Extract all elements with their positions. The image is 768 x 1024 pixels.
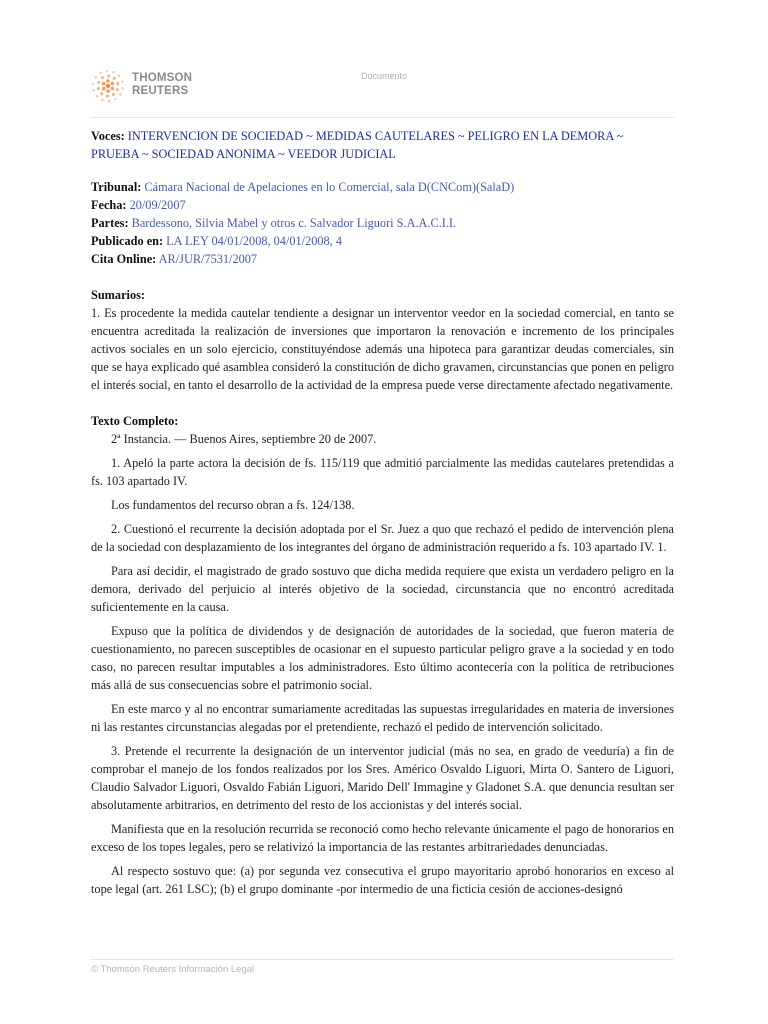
texto-completo-section bbox=[91, 412, 674, 898]
sumarios-title: Sumarios: bbox=[91, 288, 145, 302]
logo-dot bbox=[122, 87, 124, 89]
meta-partes bbox=[91, 214, 674, 232]
text-paragraph: Manifiesta que en la resolución recurrida se reconoció como hecho relevante únicamente el pago de honorarios en exceso de los topes legales, pero se relativizó la importancia de las restantes arbitrariedades denunciadas. bbox=[91, 822, 674, 854]
meta-label: Publicado en: bbox=[91, 234, 164, 248]
header-divider bbox=[90, 117, 674, 118]
meta-tribunal bbox=[91, 178, 674, 196]
text-paragraph: 2ª Instancia. — Buenos Aires, septiembre 20 de 2007. bbox=[111, 432, 377, 446]
meta-label: Cita Online: bbox=[91, 252, 157, 266]
meta-value[interactable]: LA LEY 04/01/2008, 04/01/2008, 4 bbox=[166, 234, 342, 248]
logo-dot bbox=[106, 94, 109, 97]
meta-publicado bbox=[91, 232, 674, 250]
logo-dot bbox=[112, 93, 115, 96]
text-paragraph: Para así decidir, el magistrado de grado sostuvo que dicha medida requiere que exista un verdadero peligro en la demora, derivado del perjuicio al interés objetivo de la sociedad, circunstancia que no encontró acreditada suficientemente en la causa. bbox=[91, 564, 674, 614]
text-paragraph: Al respecto sostuvo que: (a) por segunda vez consecutiva el grupo mayoritario aprobó honorarios en exceso al tope legal (art. 261 LSC); (b) el grupo dominante -por intermedio de una ficticia cesión de acciones-designó bbox=[91, 864, 674, 896]
document-header bbox=[0, 0, 768, 120]
meta-label: Tribunal: bbox=[91, 180, 142, 194]
text-paragraph: 3. Pretende el recurrente la designación de un interventor judicial (más no sea, en grado de veeduría) a fin de comprobar el manejo de los fondos realizados por los Sres. Américo Osvaldo Liguori, Mirta O. Santero de Liguori, Claudio Salvador Liguori, Osvaldo Fabián Liguori, Marido Dell' Immagine y Gladonet S.A. que denuncia resultan ser absolutamente arbitrarios, en detrimento del resto de los accionistas y del interés social. bbox=[91, 744, 674, 812]
document-label: Documento bbox=[360, 71, 408, 81]
logo-dot bbox=[92, 83, 94, 85]
meta-fecha bbox=[91, 196, 674, 214]
texto-completo-title: Texto Completo: bbox=[91, 414, 179, 428]
metadata-block bbox=[91, 178, 674, 268]
meta-value[interactable]: Cámara Nacional de Apelaciones en lo Comercial, sala D(CNCom)(SalaD) bbox=[144, 180, 515, 194]
logo-dot bbox=[111, 87, 115, 91]
logo-dot bbox=[116, 88, 119, 91]
logo-dot bbox=[102, 82, 106, 86]
logo-dot bbox=[108, 100, 110, 102]
logo-dot bbox=[92, 89, 94, 91]
voces-label: Voces: bbox=[91, 129, 125, 143]
text-paragraph: Expuso que la política de dividendos y de designación de autoridades de la sociedad, que fueron materia de cuestionamiento, no parecen susceptibles de ocasionar en el supuesto particular peligro grave a la sociedad y en todo caso, no parecen resultar imputables a los administradores. Esto último acontecería con la política de retribuciones más allá de sus consecuencias sobre el patrimonio social. bbox=[91, 624, 674, 692]
logo-dot bbox=[100, 92, 103, 95]
logo-dot bbox=[106, 84, 110, 88]
logo-dot bbox=[97, 87, 100, 90]
meta-value[interactable]: Bardessono, Silvia Mabel y otros c. Salvador Liguori S.A.A.C.I.I. bbox=[131, 216, 457, 230]
logo-dot bbox=[96, 95, 98, 97]
document-body bbox=[91, 127, 674, 898]
sumario-paragraph: 1. Es procedente la medida cautelar tendiente a designar un interventor veedor en la sociedad comercial, en tanto se encuentra acreditada la realización de inversiones que importaron la renovación e incremento de los principales activos sociales en un solo ejercicio, constituyéndose además una hipoteca para garantizar deudas comerciales, sin que se haya explicado qué asamblea consideró la constitución de dicho gravamen, circunstancias que ponen en peligro el interés social, en tanto el desarrollo de la actividad de la empresa puede verse directamente afectado negativamente. bbox=[91, 306, 674, 392]
meta-cita-online bbox=[91, 250, 674, 268]
sumarios-section bbox=[91, 286, 674, 394]
logo-dot bbox=[97, 81, 100, 84]
text-paragraph: 2. Cuestionó el recurrente la decisión adoptada por el Sr. Juez a quo que rechazó el pedido de intervención plena de la sociedad con desplazamiento de los integrantes del órgano de administración requerido a fs. 103 apartado IV. 1. bbox=[91, 522, 674, 554]
logo-dot bbox=[116, 82, 119, 85]
voces-value[interactable]: INTERVENCION DE SOCIEDAD ~ MEDIDAS CAUTELARES ~ PELIGRO EN LA DEMORA ~ PRUEBA ~ SOCIEDAD ANONIMA ~ VEEDOR JUDICIAL bbox=[91, 129, 624, 161]
meta-label: Partes: bbox=[91, 216, 129, 230]
meta-value[interactable]: AR/JUR/7531/2007 bbox=[158, 252, 258, 266]
logo-line-2: REUTERS bbox=[132, 85, 189, 97]
logo-dot bbox=[114, 98, 116, 100]
footer-divider bbox=[90, 959, 674, 960]
logo-dot bbox=[102, 87, 106, 91]
logo-dot bbox=[110, 82, 114, 86]
logo-dot bbox=[119, 93, 121, 95]
meta-label: Fecha: bbox=[91, 198, 127, 212]
meta-value[interactable]: 20/09/2007 bbox=[129, 198, 186, 212]
text-paragraph: 1. Apeló la parte actora la decisión de fs. 115/119 que admitió parcialmente las medidas cautelares pretendidas a fs. 103 apartado IV. bbox=[91, 456, 674, 488]
logo-dot bbox=[101, 99, 103, 101]
footer-copyright: © Thomson Reuters Información Legal bbox=[91, 964, 255, 975]
voces-block bbox=[91, 127, 674, 163]
text-paragraph: Los fundamentos del recurso obran a fs. 124/138. bbox=[111, 498, 355, 512]
text-paragraph: En este marco y al no encontrar sumariamente acreditadas las supuestas irregularidades en materia de inversiones ni las restantes circunstancias alegadas por el pretendiente, rechazó el pedido de intervención solicitado. bbox=[91, 702, 674, 734]
logo-dot bbox=[106, 89, 110, 93]
logo-line-1: THOMSON bbox=[132, 72, 193, 84]
